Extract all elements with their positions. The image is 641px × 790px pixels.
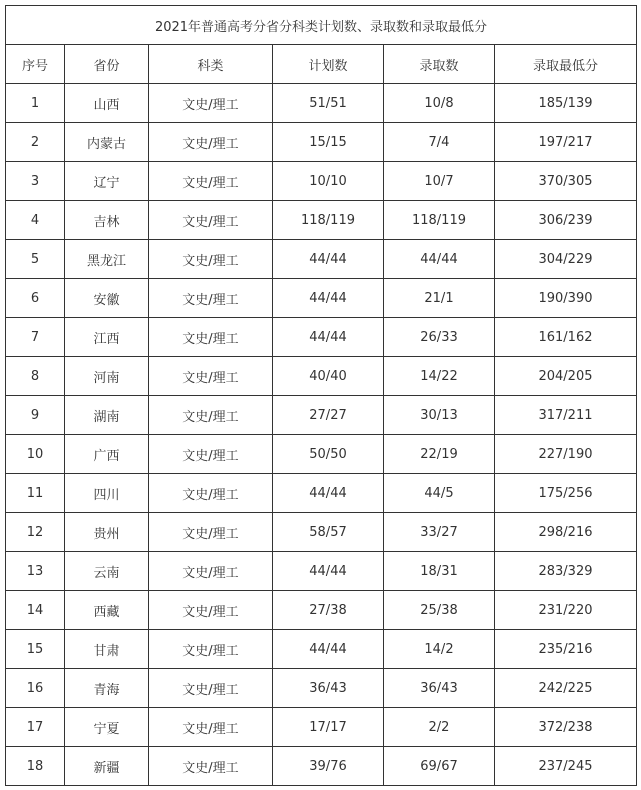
cell-min-score: 235/216 xyxy=(495,630,637,669)
cell-admitted: 21/1 xyxy=(384,279,495,318)
header-province: 省份 xyxy=(65,45,149,84)
cell-category: 文史/理工 xyxy=(149,84,273,123)
cell-admitted: 2/2 xyxy=(384,708,495,747)
cell-min-score: 317/211 xyxy=(495,396,637,435)
cell-plan: 36/43 xyxy=(273,669,384,708)
cell-plan: 44/44 xyxy=(273,240,384,279)
cell-admitted: 44/5 xyxy=(384,474,495,513)
cell-index: 5 xyxy=(6,240,65,279)
header-plan: 计划数 xyxy=(273,45,384,84)
cell-province: 黑龙江 xyxy=(65,240,149,279)
cell-plan: 44/44 xyxy=(273,630,384,669)
cell-min-score: 231/220 xyxy=(495,591,637,630)
cell-min-score: 161/162 xyxy=(495,318,637,357)
cell-category: 文史/理工 xyxy=(149,591,273,630)
cell-min-score: 283/329 xyxy=(495,552,637,591)
table-row xyxy=(6,630,637,669)
cell-admitted: 10/7 xyxy=(384,162,495,201)
cell-category: 文史/理工 xyxy=(149,630,273,669)
cell-admitted: 44/44 xyxy=(384,240,495,279)
cell-plan: 17/17 xyxy=(273,708,384,747)
cell-index: 18 xyxy=(6,747,65,786)
table-row xyxy=(6,513,637,552)
cell-province: 江西 xyxy=(65,318,149,357)
cell-admitted: 69/67 xyxy=(384,747,495,786)
cell-min-score: 175/256 xyxy=(495,474,637,513)
cell-province: 西藏 xyxy=(65,591,149,630)
cell-index: 2 xyxy=(6,123,65,162)
cell-province: 安徽 xyxy=(65,279,149,318)
cell-province: 贵州 xyxy=(65,513,149,552)
cell-index: 12 xyxy=(6,513,65,552)
cell-index: 6 xyxy=(6,279,65,318)
table-title: 2021年普通高考分省分科类计划数、录取数和录取最低分 xyxy=(6,6,637,45)
cell-plan: 10/10 xyxy=(273,162,384,201)
cell-min-score: 190/390 xyxy=(495,279,637,318)
cell-province: 吉林 xyxy=(65,201,149,240)
cell-admitted: 14/22 xyxy=(384,357,495,396)
cell-admitted: 14/2 xyxy=(384,630,495,669)
table-row xyxy=(6,357,637,396)
header-min-score: 录取最低分 xyxy=(495,45,637,84)
table-row xyxy=(6,240,637,279)
cell-min-score: 227/190 xyxy=(495,435,637,474)
cell-index: 17 xyxy=(6,708,65,747)
table-row xyxy=(6,435,637,474)
cell-category: 文史/理工 xyxy=(149,747,273,786)
cell-category: 文史/理工 xyxy=(149,513,273,552)
cell-plan: 15/15 xyxy=(273,123,384,162)
cell-admitted: 118/119 xyxy=(384,201,495,240)
table-container xyxy=(5,5,637,786)
cell-province: 内蒙古 xyxy=(65,123,149,162)
cell-province: 湖南 xyxy=(65,396,149,435)
table-row xyxy=(6,708,637,747)
cell-min-score: 185/139 xyxy=(495,84,637,123)
table-row xyxy=(6,669,637,708)
cell-min-score: 372/238 xyxy=(495,708,637,747)
cell-province: 甘肃 xyxy=(65,630,149,669)
title-row xyxy=(6,6,637,45)
cell-index: 4 xyxy=(6,201,65,240)
table-row xyxy=(6,123,637,162)
header-index: 序号 xyxy=(6,45,65,84)
cell-province: 新疆 xyxy=(65,747,149,786)
cell-province: 青海 xyxy=(65,669,149,708)
cell-plan: 44/44 xyxy=(273,552,384,591)
header-category: 科类 xyxy=(149,45,273,84)
cell-plan: 39/76 xyxy=(273,747,384,786)
cell-index: 10 xyxy=(6,435,65,474)
cell-plan: 58/57 xyxy=(273,513,384,552)
table-row xyxy=(6,474,637,513)
cell-admitted: 26/33 xyxy=(384,318,495,357)
table-row xyxy=(6,396,637,435)
cell-admitted: 22/19 xyxy=(384,435,495,474)
cell-admitted: 25/38 xyxy=(384,591,495,630)
cell-index: 13 xyxy=(6,552,65,591)
table-row xyxy=(6,747,637,786)
cell-category: 文史/理工 xyxy=(149,240,273,279)
cell-province: 云南 xyxy=(65,552,149,591)
cell-plan: 118/119 xyxy=(273,201,384,240)
cell-min-score: 237/245 xyxy=(495,747,637,786)
cell-plan: 40/40 xyxy=(273,357,384,396)
header-row xyxy=(6,45,637,84)
cell-category: 文史/理工 xyxy=(149,318,273,357)
cell-category: 文史/理工 xyxy=(149,669,273,708)
cell-plan: 44/44 xyxy=(273,279,384,318)
cell-admitted: 10/8 xyxy=(384,84,495,123)
cell-index: 16 xyxy=(6,669,65,708)
cell-admitted: 30/13 xyxy=(384,396,495,435)
cell-category: 文史/理工 xyxy=(149,552,273,591)
cell-category: 文史/理工 xyxy=(149,357,273,396)
cell-index: 11 xyxy=(6,474,65,513)
admission-table xyxy=(5,5,637,786)
cell-province: 宁夏 xyxy=(65,708,149,747)
header-admitted: 录取数 xyxy=(384,45,495,84)
cell-plan: 27/38 xyxy=(273,591,384,630)
cell-plan: 50/50 xyxy=(273,435,384,474)
cell-province: 河南 xyxy=(65,357,149,396)
cell-index: 9 xyxy=(6,396,65,435)
table-row xyxy=(6,84,637,123)
cell-plan: 51/51 xyxy=(273,84,384,123)
table-row xyxy=(6,279,637,318)
cell-category: 文史/理工 xyxy=(149,201,273,240)
cell-index: 1 xyxy=(6,84,65,123)
cell-category: 文史/理工 xyxy=(149,162,273,201)
cell-plan: 44/44 xyxy=(273,474,384,513)
cell-min-score: 204/205 xyxy=(495,357,637,396)
cell-index: 7 xyxy=(6,318,65,357)
cell-index: 15 xyxy=(6,630,65,669)
table-body xyxy=(6,84,637,786)
cell-plan: 44/44 xyxy=(273,318,384,357)
cell-province: 四川 xyxy=(65,474,149,513)
cell-category: 文史/理工 xyxy=(149,123,273,162)
cell-min-score: 306/239 xyxy=(495,201,637,240)
table-row xyxy=(6,201,637,240)
cell-category: 文史/理工 xyxy=(149,474,273,513)
cell-min-score: 370/305 xyxy=(495,162,637,201)
cell-index: 3 xyxy=(6,162,65,201)
cell-index: 8 xyxy=(6,357,65,396)
cell-min-score: 304/229 xyxy=(495,240,637,279)
cell-admitted: 36/43 xyxy=(384,669,495,708)
cell-min-score: 298/216 xyxy=(495,513,637,552)
table-row xyxy=(6,318,637,357)
cell-min-score: 242/225 xyxy=(495,669,637,708)
cell-province: 山西 xyxy=(65,84,149,123)
cell-province: 广西 xyxy=(65,435,149,474)
cell-category: 文史/理工 xyxy=(149,396,273,435)
cell-admitted: 7/4 xyxy=(384,123,495,162)
cell-category: 文史/理工 xyxy=(149,279,273,318)
cell-admitted: 18/31 xyxy=(384,552,495,591)
cell-category: 文史/理工 xyxy=(149,708,273,747)
cell-min-score: 197/217 xyxy=(495,123,637,162)
table-row xyxy=(6,162,637,201)
cell-admitted: 33/27 xyxy=(384,513,495,552)
cell-province: 辽宁 xyxy=(65,162,149,201)
table-row xyxy=(6,591,637,630)
cell-index: 14 xyxy=(6,591,65,630)
cell-plan: 27/27 xyxy=(273,396,384,435)
table-row xyxy=(6,552,637,591)
cell-category: 文史/理工 xyxy=(149,435,273,474)
